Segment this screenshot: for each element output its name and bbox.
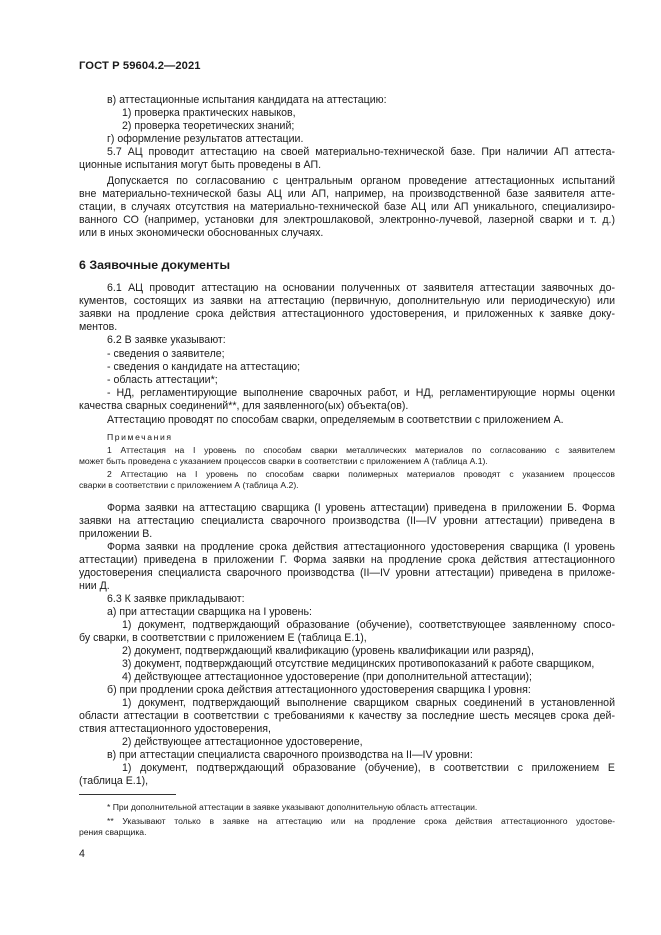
paragraph-line: Допускается по согласованию с центральным органом проведение аттестационных испытаний bbox=[107, 175, 615, 187]
list-item: - сведения о кандидате на аттестацию; bbox=[107, 361, 301, 373]
note-line: 2 Аттестацию на I уровень по способам сварки полимерных материалов проводят с указанием процессов bbox=[107, 469, 615, 479]
paragraph-line: 6.1 АЦ проводит аттестацию на основании полученных от заявителя аттестации заявочных до- bbox=[107, 282, 615, 294]
paragraph-line: ционные испытания могут быть проведены в АП. bbox=[79, 159, 322, 171]
list-item: 1) документ, подтверждающий образование (обучение), соответствующее заявленному спосо- bbox=[122, 619, 615, 631]
paragraph-line: вне материально-технической базы АЦ или АП, например, на производственной базе заявителя атте- bbox=[79, 188, 615, 200]
paragraph-line: ванного СО (например, установки для электрошлаковой, электронно-лучевой, лазерной сварки и т. д.) bbox=[79, 214, 615, 226]
list-item: 3) документ, подтверждающий отсутствие медицинских противопоказаний к работе сварщиком, bbox=[122, 658, 595, 670]
list-item: в) аттестационные испытания кандидата на аттестацию: bbox=[107, 94, 387, 106]
list-item: а) при аттестации сварщика на I уровень: bbox=[107, 606, 312, 618]
list-item: г) оформление результатов аттестации. bbox=[107, 133, 304, 145]
list-item: бу сварки, в соответствии с приложением Е (таблица Е.1), bbox=[79, 632, 367, 644]
paragraph-line: кументов, состоящих из заявки на аттестацию (первичную, дополнительную или периодическую) или bbox=[79, 295, 615, 307]
footnote-divider bbox=[79, 794, 176, 795]
paragraph-line: заявки на аттестацию специалиста сварочного производства (II—IV уровни аттестации) приведена в bbox=[79, 515, 615, 527]
note-line: 1 Аттестация на I уровень по способам сварки металлических материалов по согласованию с заявителем bbox=[107, 445, 615, 455]
paragraph-line: приложении В. bbox=[79, 528, 153, 540]
list-item: 1) документ, подтверждающий образование (обучение), в соответствии с приложением Е bbox=[122, 762, 615, 774]
note-line: может быть проведена с указанием процессов сварки в соответствии с приложением А (таблица А.1). bbox=[79, 456, 488, 466]
list-item: 1) проверка практических навыков, bbox=[122, 107, 296, 119]
list-item: 2) документ, подтверждающий квалификацию (уровень квалификации или разряд), bbox=[122, 645, 534, 657]
paragraph-line: или в иных экономически обоснованных случаях. bbox=[79, 227, 324, 239]
footnote: * При дополнительной аттестации в заявке указывают дополнительную область аттестации. bbox=[107, 802, 478, 812]
paragraph-line: аттестации) приведена в приложении Г. Форма заявки на продление срока действия аттестационного bbox=[79, 554, 615, 566]
paragraph-line: Аттестацию проводят по способам сварки, определяемым в соответствии с приложением А. bbox=[107, 414, 564, 426]
paragraph-line: ментов. bbox=[79, 321, 118, 333]
list-item: в) при аттестации специалиста сварочного производства на II—IV уровни: bbox=[107, 749, 473, 761]
paragraph-line: качества сварных соединений**, для заявленного(ых) объекта(ов). bbox=[79, 400, 409, 412]
page-header: ГОСТ Р 59604.2—2021 bbox=[79, 60, 201, 72]
paragraph-line: Форма заявки на аттестацию сварщика (I уровень аттестации) приведена в приложении Б. Форма bbox=[107, 502, 615, 514]
list-item: 4) действующее аттестационное удостоверение (при дополнительной аттестации); bbox=[122, 671, 532, 683]
list-item: 2) проверка теоретических знаний; bbox=[122, 120, 295, 132]
list-item: (таблица Е.1), bbox=[79, 775, 149, 787]
paragraph-line: удостоверения специалиста сварочного производства (II—IV уровни аттестации) приведена в приложе- bbox=[79, 567, 615, 579]
section-title: 6 Заявочные документы bbox=[79, 258, 231, 272]
list-item: 1) документ, подтверждающий выполнение сварщиком сварных соединений в установленной bbox=[122, 697, 615, 709]
paragraph-line: 6.3 К заявке прикладывают: bbox=[107, 593, 245, 605]
notes-heading: Примечания bbox=[107, 432, 173, 442]
list-item: б) при продлении срока действия аттестационного удостоверения сварщика I уровня: bbox=[107, 684, 531, 696]
list-item: области аттестации в соответствии с требованиями к качеству за последние шесть месяцев срока дей- bbox=[79, 710, 615, 722]
footnote: рения сварщика. bbox=[79, 827, 147, 837]
list-item: 2) действующее аттестационное удостоверение, bbox=[122, 736, 363, 748]
note-line: сварки в соответствии с приложением А (таблица А.2). bbox=[79, 480, 299, 490]
paragraph-line: нии Д. bbox=[79, 580, 110, 592]
page-number: 4 bbox=[79, 848, 85, 860]
list-item: ствия аттестационного удостоверения, bbox=[79, 723, 271, 735]
list-item: - НД, регламентирующие выполнение сварочных работ, и НД, регламентирующие нормы оценки bbox=[107, 387, 615, 399]
footnote: ** Указывают только в заявке на аттестацию или на продление срока действия аттестационного удостове- bbox=[107, 816, 615, 826]
list-item: - сведения о заявителе; bbox=[107, 348, 225, 360]
paragraph-line: 5.7 АЦ проводит аттестацию на своей материально-технической базе. При наличии АП аттеста- bbox=[107, 146, 615, 158]
paragraph-line: стации, в случаях отсутствия на материально-технической базе АЦ или АП уникального, специализиро- bbox=[79, 201, 615, 213]
paragraph-line: Форма заявки на продление срока действия аттестационного удостоверения сварщика (I уровень bbox=[107, 541, 615, 553]
paragraph-line: заявки на продление срока действия аттестационного удостоверения, и приложенных к заявке доку- bbox=[79, 308, 615, 320]
paragraph-line: 6.2 В заявке указывают: bbox=[107, 334, 226, 346]
list-item: - область аттестации*; bbox=[107, 374, 218, 386]
